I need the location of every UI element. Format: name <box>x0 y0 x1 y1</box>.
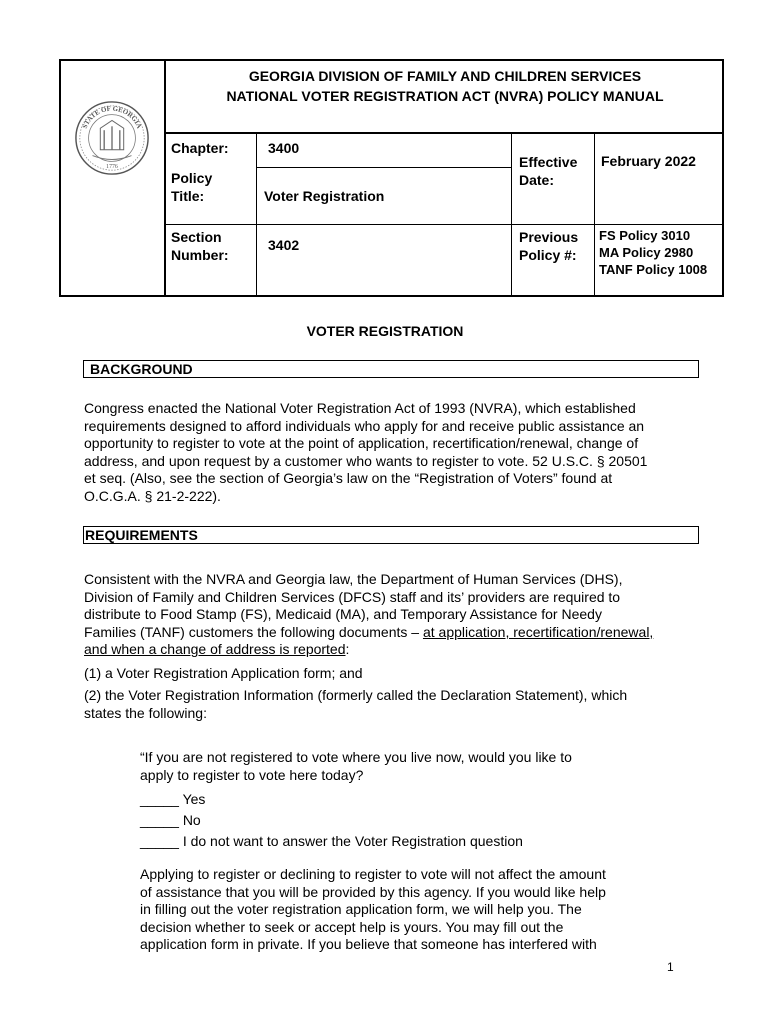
previous-policy-values <box>599 227 707 278</box>
policy-title-label-line: Title: <box>171 188 205 204</box>
closing-paragraph <box>140 866 634 954</box>
text-line: decision whether to seek or accept help is yours. You may fill out the <box>140 918 564 935</box>
agency-name: GEORGIA DIVISION OF FAMILY AND CHILDREN SERVICES <box>248 68 642 84</box>
text-segment: : <box>345 641 350 658</box>
text-line: Congress enacted the National Voter Registration Act of 1993 (NVRA), which established <box>84 400 636 416</box>
header-title <box>166 66 724 106</box>
voter-question <box>140 749 634 784</box>
option-no: _____ No <box>140 812 201 828</box>
document-title: VOTER REGISTRATION <box>306 323 464 339</box>
list-item-2 <box>84 687 704 722</box>
text-line: states the following: <box>84 704 207 721</box>
list-item-1: (1) a Voter Registration Application form; and <box>84 665 363 681</box>
policy-title-label <box>171 169 212 205</box>
previous-label-line: Policy #: <box>519 247 577 263</box>
divider <box>594 133 595 295</box>
underlined-text: at application, recertification/renewal, <box>422 623 654 640</box>
text-line <box>84 624 704 642</box>
text-line: distribute to Food Stamp (FS), Medicaid (MA), and Temporary Assistance for Needy <box>84 606 602 623</box>
text-line: Division of Family and Children Services (DFCS) staff and its’ providers are required to <box>84 588 621 605</box>
effective-date-label <box>519 153 577 189</box>
text-line: O.C.G.A. § 21-2-222). <box>84 487 221 504</box>
option-yes: _____ Yes <box>140 791 206 807</box>
divider <box>166 224 724 225</box>
divider <box>256 133 257 295</box>
policy-title-value: Voter Registration <box>264 188 385 204</box>
divider <box>166 132 724 134</box>
section-number-label <box>171 228 229 264</box>
previous-policy-item: MA Policy 2980 <box>599 245 694 260</box>
text-segment: Families (TANF) customers the following documents – <box>84 623 423 640</box>
text-line: apply to register to vote here today? <box>140 766 364 783</box>
underlined-text: and when a change of address is reported <box>84 641 346 658</box>
text-line: (2) the Voter Registration Information (formerly called the Declaration Statement), which <box>84 687 628 703</box>
previous-policy-label <box>519 228 578 264</box>
manual-name: NATIONAL VOTER REGISTRATION ACT (NVRA) POLICY MANUAL <box>226 88 664 104</box>
state-seal-icon <box>73 99 151 177</box>
answer-options <box>140 789 634 852</box>
requirements-heading: REQUIREMENTS <box>83 526 699 544</box>
policy-title-label-line: Policy <box>171 170 213 186</box>
previous-policy-item: TANF Policy 1008 <box>599 262 708 277</box>
section-label-line: Number: <box>171 247 229 263</box>
text-line: Applying to register or declining to register to vote will not affect the amount <box>140 866 606 882</box>
divider <box>256 167 512 168</box>
section-label-line: Section <box>171 229 222 245</box>
header-table <box>59 59 724 297</box>
text-line: “If you are not registered to vote where you live now, would you like to <box>140 749 572 765</box>
text-line <box>84 641 704 659</box>
text-line: address, and upon request by a customer who wants to register to vote. 52 U.S.C. § 20501 <box>84 452 648 469</box>
effective-label-line: Effective <box>519 154 578 170</box>
background-heading: BACKGROUND <box>83 360 699 378</box>
chapter-value: 3400 <box>268 140 300 156</box>
text-line: Consistent with the NVRA and Georgia law, the Department of Human Services (DHS), <box>84 571 623 587</box>
text-line: et seq. (Also, see the section of Georgia’s law on the “Registration of Voters” found at <box>84 470 613 487</box>
requirements-paragraph <box>84 571 704 659</box>
page-number: 1 <box>667 960 674 974</box>
text-line: in filling out the voter registration application form, we will help you. The <box>140 901 582 918</box>
previous-label-line: Previous <box>519 229 579 245</box>
text-line: opportunity to register to vote at the point of application, recertification/renewal, change of <box>84 435 639 452</box>
text-line: application form in private. If you believe that someone has interfered with <box>140 936 597 953</box>
effective-label-line: Date: <box>519 172 555 188</box>
seal-title: STATE OF GEORGIA <box>81 105 143 130</box>
text-line: of assistance that you will be provided by this agency. If you would like help <box>140 883 606 900</box>
text-line: requirements designed to afford individuals who apply for and receive public assistance an <box>84 417 645 434</box>
section-number-value: 3402 <box>268 237 300 253</box>
chapter-label: Chapter: <box>171 140 229 156</box>
background-paragraph <box>84 400 704 506</box>
divider <box>511 133 512 295</box>
seal-year: 1776 <box>106 164 118 171</box>
previous-policy-item: FS Policy 3010 <box>599 228 691 243</box>
effective-date-value: February 2022 <box>601 153 696 169</box>
option-decline: _____ I do not want to answer the Voter Registration question <box>140 833 523 849</box>
